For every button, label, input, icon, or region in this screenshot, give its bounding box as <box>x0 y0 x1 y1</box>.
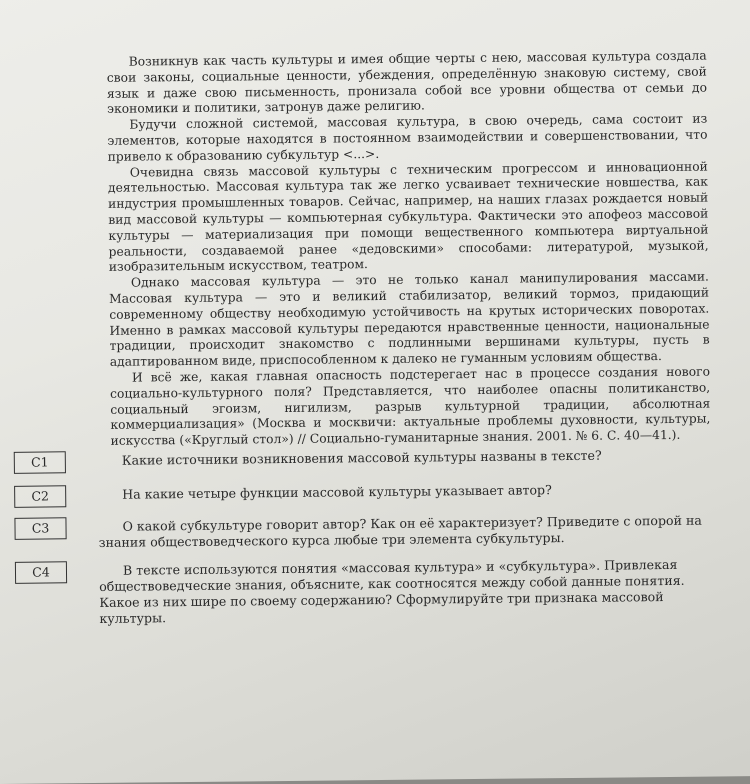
question-text: В тексте используются понятия «массовая культура» и «субкультура». Привлекая обществоведческие знания, объясните, как соотносятся между собой данные понятия. Какое из них шире по своему содержанию? Сформулируйте три признака массовой культуры. <box>99 556 685 626</box>
question-c4 <box>15 555 716 628</box>
question-c3 <box>14 511 714 552</box>
passage-paragraph: Очевидна связь массовой культуры с техническим прогрессом и инновационной деятельностью. Массовая культура так же легко усваивает технические новшества, как индустрия промышленных товаров. Сейчас, например, на наших глазах рождается новый вид массовой культуры — компьютерная субкультура. Фактически это апофеоз массовой культуры — материализация при помощи вещественного компьютера виртуальной реальности, создаваемой ранее «дедовскими» способами: литературой, музыкой, изобразительным искусством, театром. <box>107 159 709 275</box>
question-text: На какие четыре функции массовой культуры указывает автор? <box>122 482 552 502</box>
passage-body <box>107 49 711 450</box>
text-passage <box>107 49 711 450</box>
passage-paragraph: Возникнув как часть культуры и имея общие черты с нею, массовая культура создала свои законы, социальные ценности, убеждения, определённую знаковую систему, свой язык и даже свою письменность, пронизала собой все уровни общества от семьи до экономики и политики, затронув даже религию. <box>106 48 708 117</box>
passage-paragraph: Будучи сложной системой, массовая культура, в свою очередь, сама состоит из элементов, которые находятся в постоянном взаимодействии и совершенствовании, что привело к образованию субкультур <...>. <box>107 111 708 164</box>
passage-paragraph: Однако массовая культура — это не только канал манипулирования массами. Массовая культура — это и великий стабилизатор, великий тормоз, придающий современному обществу необходимую устойчивость на крутых исторических поворотах. Именно в рамках массовой культуры передаются нравственные ценности, национальные традиции, происходит знакомство с подлинными вершинами культуры, пусть в адаптированном виде, приспособленном к далеко не гуманным условиям общества. <box>109 269 710 369</box>
question-list <box>14 445 716 638</box>
question-label: С2 <box>14 485 66 508</box>
question-label: С1 <box>14 451 66 474</box>
question-text: О какой субкультуре говорит автор? Как он её характеризует? Приведите с опорой на знания обществоведческого курса любые три элемента субкультуры. <box>98 512 702 550</box>
passage-paragraph: И всё же, какая главная опасность подстерегает нас в процессе создания нового социально-культурного поля? Представляется, что наиболее опасны политиканство, социальный эгоизм, нигилизм, разрыв культурной традиции, абсолютная коммерциализация» (Москва и москвичи: актуальные проблемы духовности, культуры, искусства («Круглый стол») // Социально-гуманитарные знания. 2001. № 6. С. 40—41.). <box>110 364 711 448</box>
question-label: С4 <box>15 561 67 584</box>
question-text: Какие источники возникновения массовой культуры названы в тексте? <box>121 447 602 468</box>
question-c2 <box>14 479 714 508</box>
question-label: С3 <box>14 517 66 540</box>
